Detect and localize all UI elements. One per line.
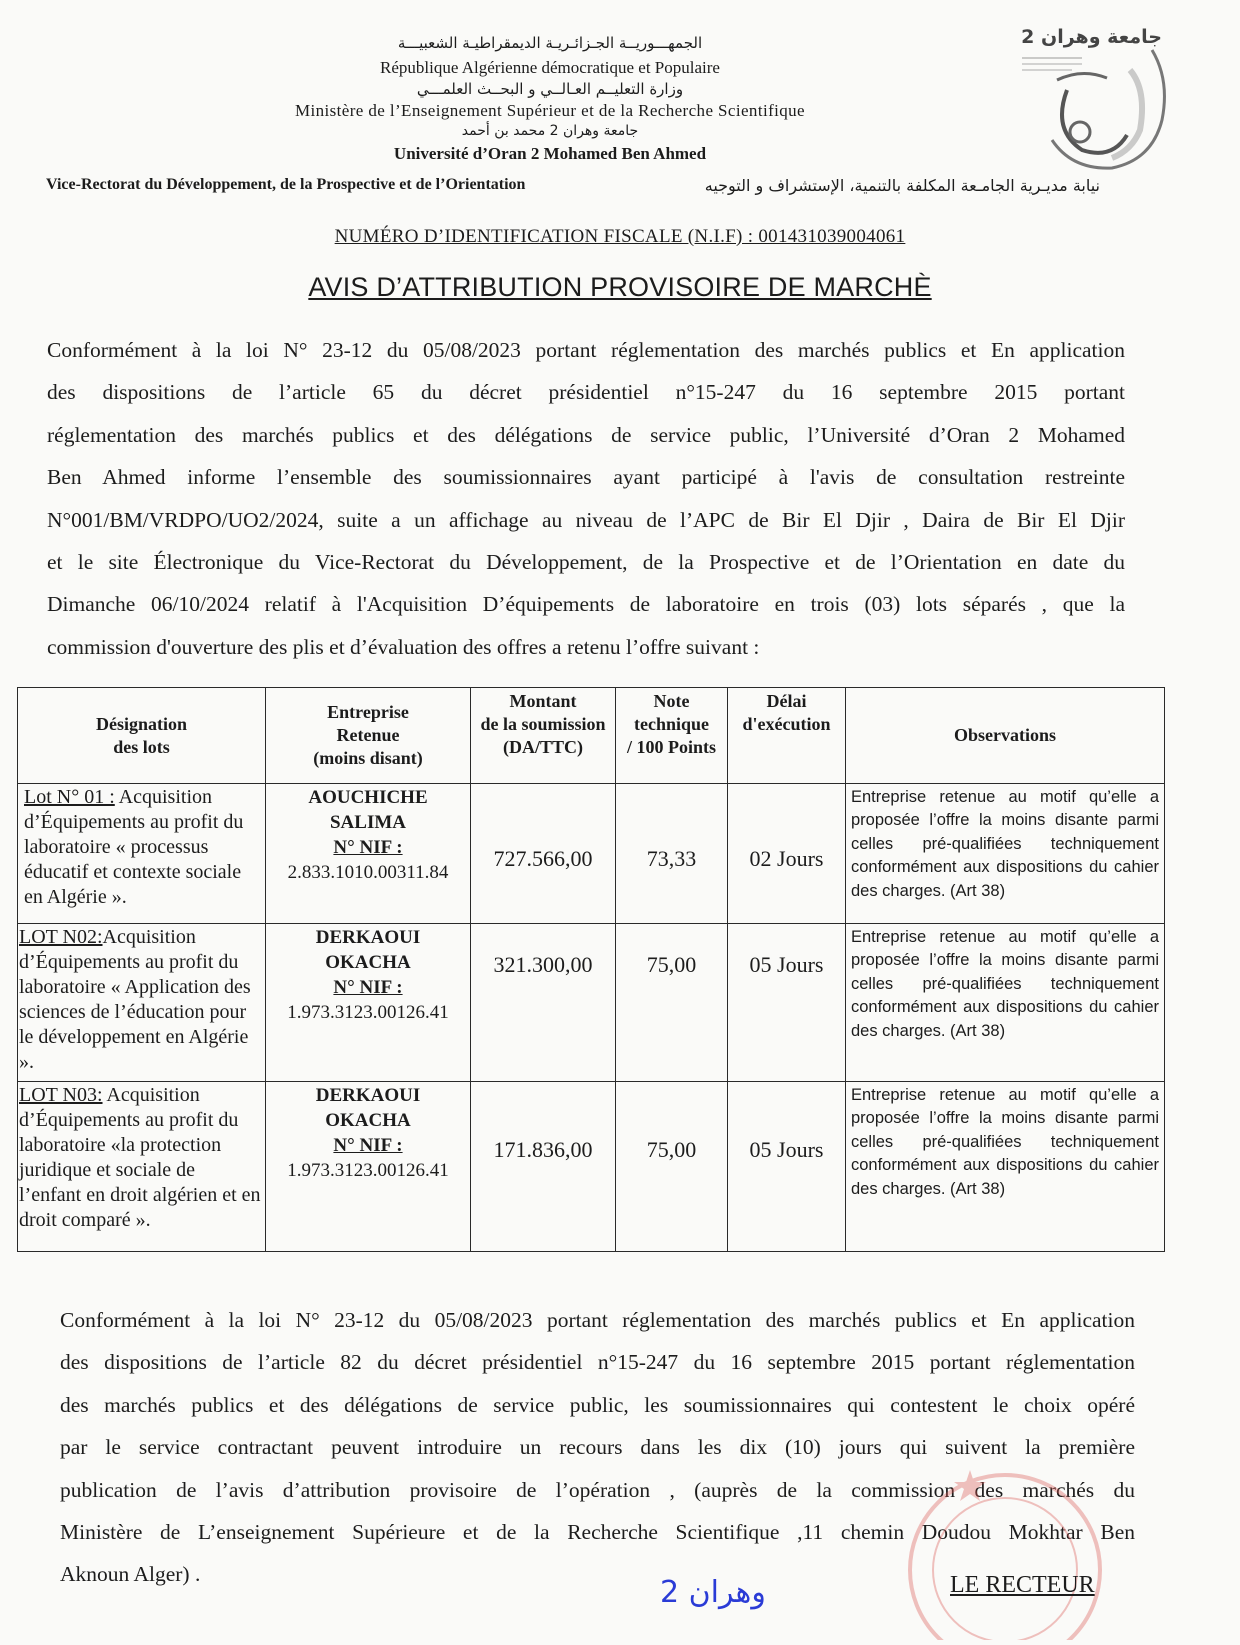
header-ar-university: جامعة وهران 2 محمد بن أحمد (461, 123, 639, 139)
table-row (18, 924, 1165, 1082)
header-text: / 100 Points (626, 737, 716, 757)
closing-line: Conformément à la loi N° 23-12 du 05/08/2023 portant réglementation des marchés publics et En application (60, 1308, 1135, 1332)
lot-entreprise (266, 1082, 471, 1252)
lot-entreprise (266, 784, 471, 924)
header-ar-vice-rectorat: نيابة مديـرية الجامـعة المكلفة بالتنمية، الإستشراف و التوجيه (704, 176, 1100, 195)
header-fr-republic: République Algérienne démocratique et Populaire (380, 58, 720, 77)
document-title: AVIS D’ATTRIBUTION PROVISOIRE DE MARCHÈ (308, 272, 932, 302)
header-text: Note (653, 691, 690, 711)
col-header-note (616, 688, 728, 784)
stamp-graphic (875, 1440, 1135, 1640)
col-header-designation (18, 688, 266, 784)
col-header-delai (728, 688, 846, 784)
lot-delai: 05 Jours (728, 1082, 846, 1252)
nif-value: 1.973.3123.00126.41 (287, 1160, 449, 1181)
entreprise-name: OKACHA (325, 952, 411, 973)
header-text: d'exécution (742, 714, 831, 734)
header-text: technique (633, 714, 709, 734)
lot-montant: 321.300,00 (471, 924, 616, 1082)
lots-table (17, 687, 1165, 1252)
entreprise-name: OKACHA (325, 1110, 411, 1131)
intro-line: et le site Électronique du Vice-Rectorat du Développement, de la Prospective et de l’Orientation en date du (47, 550, 1125, 575)
closing-line: par le service contractant peuvent introduire un recours dans les dix (10) jours qui suivent la première (60, 1435, 1135, 1460)
signatory-role: LE RECTEUR (950, 1572, 1095, 1598)
table-header-row (18, 688, 1165, 784)
lot-description: Acquisition d’Équipements au profit du laboratoire « processus éducatif et contexte sociale en Algérie ». (24, 786, 244, 908)
lot-number: LOT N03: (19, 1084, 103, 1106)
lot-note: 75,00 (616, 1082, 728, 1252)
intro-line: Dimanche 06/10/2024 relatif à l'Acquisition D’équipements de laboratoire en trois (03) lots séparés , que la (47, 592, 1125, 617)
nif-label: N° NIF : (333, 977, 403, 998)
intro-paragraph (47, 329, 1125, 668)
lot-designation (18, 1082, 266, 1252)
closing-line: Ministère de L’enseignement Supérieure et de la Recherche Scientifique ,11 chemin Doudou Mokhtar Ben (60, 1520, 1135, 1545)
table-row (18, 784, 1165, 924)
lot-description: Acquisition d’Équipements au profit du laboratoire « Application des sciences de l’éducation pour le développement en Algérie ». (19, 926, 251, 1073)
lot-delai: 05 Jours (728, 924, 846, 1082)
closing-line: Aknoun Alger) . (60, 1562, 201, 1587)
header-fr-vice-rectorat: Vice-Rectorat du Développement, de la Prospective et de l’Orientation (46, 176, 526, 193)
nif-value: 1.973.3123.00126.41 (287, 1002, 449, 1023)
intro-line: Conformément à la loi N° 23-12 du 05/08/2023 portant réglementation des marchés publics et En application (47, 338, 1125, 362)
intro-line: Ben Ahmed informe l’ensemble des soumissionnaires ayant participé à l'avis de consultation restreinte (47, 465, 1125, 490)
header-fr-university: Université d’Oran 2 Mohamed Ben Ahmed (393, 144, 707, 163)
entreprise-name: DERKAOUI (315, 1085, 421, 1106)
lot-designation (18, 924, 266, 1082)
lot-observation: Entreprise retenue au motif qu’elle a proposée l’offre la moins disante parmi celles pré-qualifiées techniquement conformément aux dispositions du cahier des charges. (Art 38) (846, 784, 1165, 924)
entreprise-name: DERKAOUI (315, 927, 421, 948)
lot-observation: Entreprise retenue au motif qu’elle a proposée l’offre la moins disante parmi celles pré-qualifiées techniquement conformément aux dispositions du cahier des charges. (Art 38) (846, 1082, 1165, 1252)
closing-line: des marchés publics et des délégations de service public, les soumissionnaires qui contestent le choix opéré (60, 1392, 1135, 1417)
intro-line: N°001/BM/VRDPO/UO2/2024, suite a un affichage au niveau de l’APC de Bir El Djir , Daira de Bir El Djir (47, 507, 1125, 532)
lot-note: 73,33 (616, 784, 728, 924)
closing-line: publication de l’avis d’attribution provisoire de l’opération , (auprès de la commission des marchés du (60, 1477, 1135, 1502)
lot-entreprise (266, 924, 471, 1082)
logo-text: جامعة وهران 2 (1021, 26, 1162, 48)
header-text: de la soumission (480, 714, 606, 734)
header-text: Entreprise (327, 702, 409, 722)
header-fr-ministry: Ministère de l’Enseignement Supérieur et de la Recherche Scientifique (294, 101, 806, 120)
handwritten-signature: وهران 2 (660, 1575, 766, 1610)
lot-description: Acquisition d’Équipements au profit du laboratoire «la protection juridique et sociale de l’enfant en droit algérien et en droit comparé ». (19, 1084, 261, 1231)
header-text: Observations (953, 725, 1056, 745)
col-header-entreprise (266, 688, 471, 784)
entreprise-name: SALIMA (329, 812, 406, 833)
entreprise-name: AOUCHICHE (308, 787, 428, 808)
closing-line: des dispositions de l’article 82 du décret présidentiel n°15-247 du 16 septembre 2015 portant réglementation (60, 1350, 1135, 1375)
col-header-montant (471, 688, 616, 784)
nif-label: N° NIF : (333, 837, 403, 858)
nif-label: N° NIF : (333, 1135, 403, 1156)
official-stamp (875, 1440, 1135, 1640)
header-text: Désignation (95, 713, 187, 734)
lot-note: 75,00 (616, 924, 728, 1082)
intro-line: réglementation des marchés publics et des délégations de service public, l’Université d’Oran 2 Mohamed (47, 422, 1125, 447)
nif-value: 2.833.1010.00311.84 (287, 862, 449, 883)
header-text: (moins disant) (313, 748, 423, 768)
header-text: Montant (509, 691, 577, 711)
intro-line: commission d'ouverture des plis et d’évaluation des offres a retenu l’offre suivant : (47, 634, 760, 659)
lot-number: Lot N° 01 : (24, 786, 115, 808)
lot-designation (18, 784, 266, 924)
header-text: des lots (113, 736, 170, 757)
col-header-observations (846, 688, 1165, 784)
header-text: Délai (766, 691, 807, 711)
lot-montant: 727.566,00 (471, 784, 616, 924)
header-ar-ministry: وزارة التعليــم العـالــي و البحــث العلمـــي (416, 80, 684, 98)
header-ar-republic: الجمهـــوريــة الجـزائـريـة الديمقراطيـة الشعبيـــة (397, 34, 703, 52)
header-text: (DA/TTC) (503, 737, 583, 757)
nif-line: NUMÉRO D’IDENTIFICATION FISCALE (N.I.F) : 001431039004061 (334, 226, 906, 247)
table-row (18, 1082, 1165, 1252)
lot-montant: 171.836,00 (471, 1082, 616, 1252)
intro-line: des dispositions de l’article 65 du décret présidentiel n°15-247 du 16 septembre 2015 portant (47, 380, 1125, 405)
lot-number: LOT N02: (19, 926, 103, 948)
header-text: Retenue (336, 725, 400, 745)
lot-delai: 02 Jours (728, 784, 846, 924)
lot-observation: Entreprise retenue au motif qu’elle a proposée l’offre la moins disante parmi celles pré-qualifiées techniquement conformément aux dispositions du cahier des charges. (Art 38) (846, 924, 1165, 1082)
university-logo (1012, 20, 1177, 180)
